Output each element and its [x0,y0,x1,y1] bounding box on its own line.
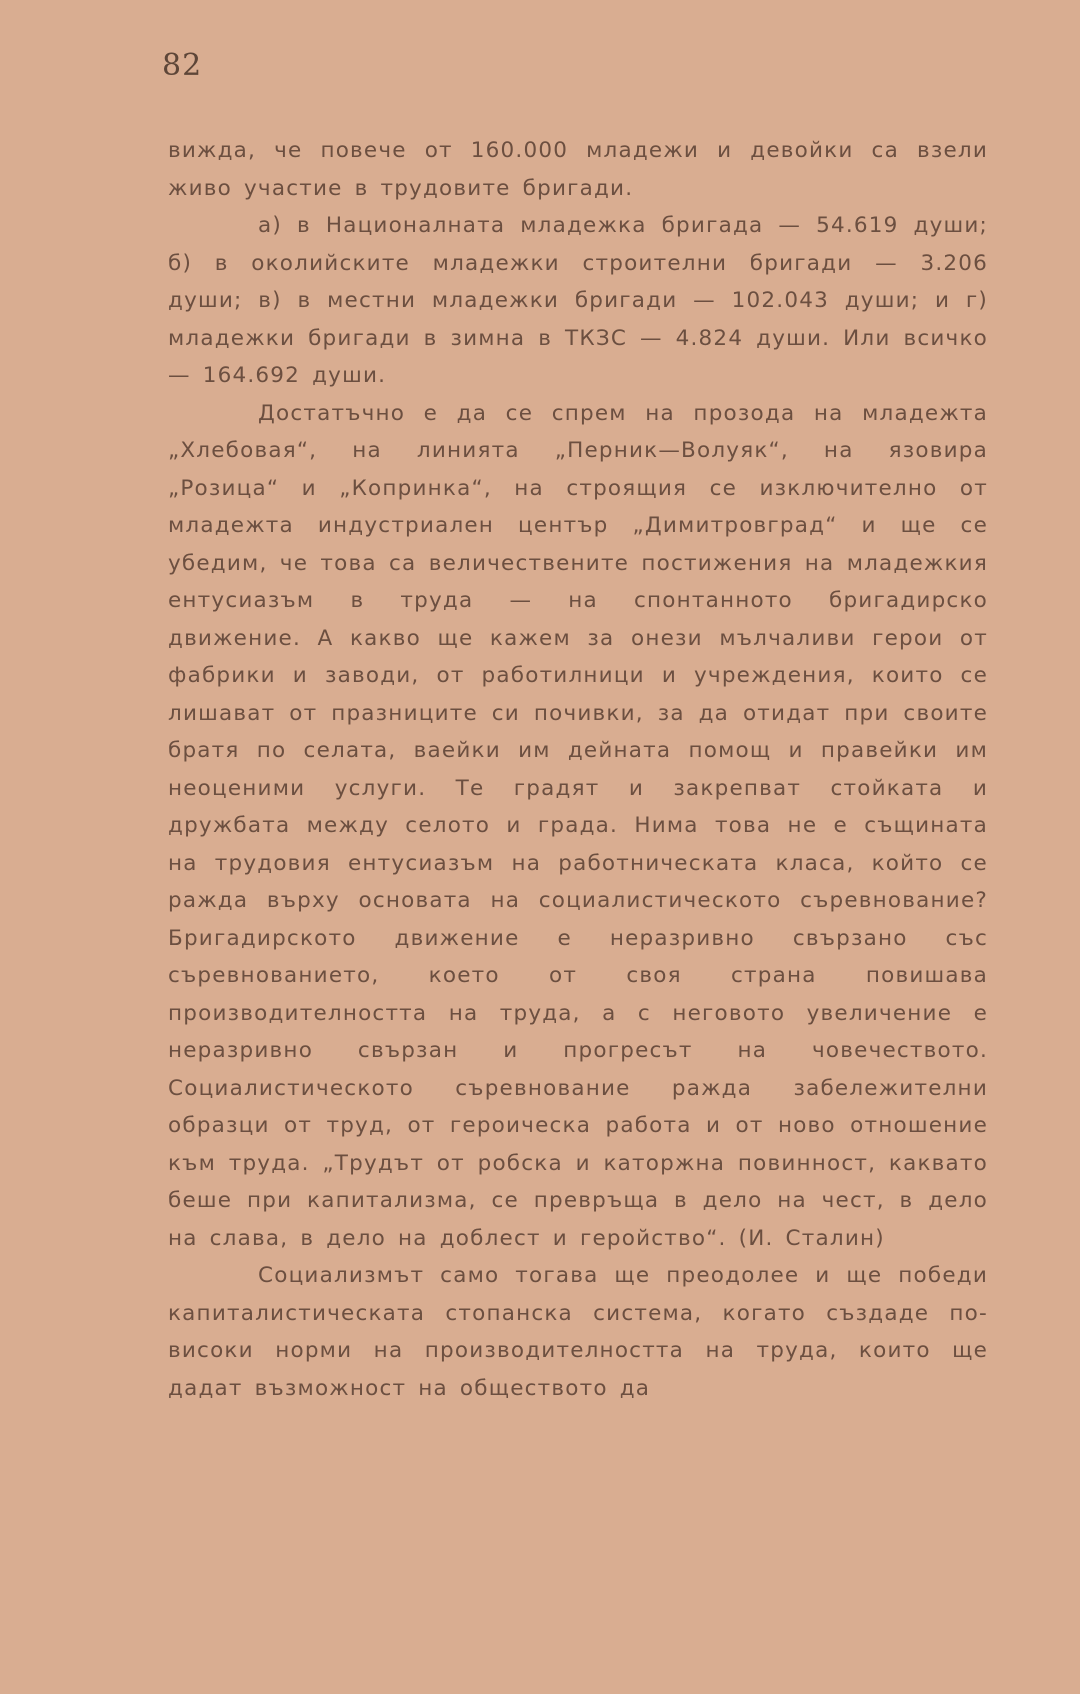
paragraph-1: вижда, че повече от 160.000 младежи и девойки са взели живо участие в трудовите бригади. [168,138,988,201]
paragraph-2: а) в Националната младежка бригада — 54.619 души; б) в околийските младежки строителни бригади — 3.206 души; в) в местни младежки бригади — 102.043 души; и г) младежки бригади в зимна в ТКЗС — 4.824 души. Или всичко — 164.692 души. [168,213,988,388]
paragraph-3: Достатъчно е да се спрем на прозода на младежта „Хлебовая“, на линията „Перник—Волуяк“, на язовира „Розица“ и „Копринка“, на строящия се изключително от младежта индустриален център „Димитровград“ и ще се убедим, че това са величествените постижения на младежкия ентусиазъм в труда — на спонтанното бригадирско движение. А какво ще кажем за онези мълчаливи герои от фабрики и заводи, от работилници и учреждения, които се лишават от празниците си почивки, за да отидат при своите братя по селата, ваейки им дейната помощ и правейки им неоценими услуги. Те градят и закрепват стойката и дружбата между селото и града. Нима това не е същината на трудовия ентусиазъм на работническата класа, който се ражда върху основата на социалистическото съревнование? Бригадирското движение е неразривно свързано със съревнованието, което от своя страна повишава производителността на труда, а с неговото увеличение е неразривно свързан и прогресът на човечеството. Социалистическото съревнование ражда забележителни образци от труд, от героическа работа и от ново отношение към труда. „Трудът от робска и каторжна повинност, каквато беше при капитализма, се превръща в дело на чест, в дело на слава, в дело на доблест и геройство“. (И. Сталин) [168,400,988,1251]
paragraph-4: Социализмът само тогава ще преодолее и ще победи капиталистическата стопанска система, когато създаде по-високи норми на производителността на труда, които ще дадат възможност на обществото да [168,1263,988,1401]
body-text [168,132,988,1407]
page-number: 82 [162,48,203,83]
